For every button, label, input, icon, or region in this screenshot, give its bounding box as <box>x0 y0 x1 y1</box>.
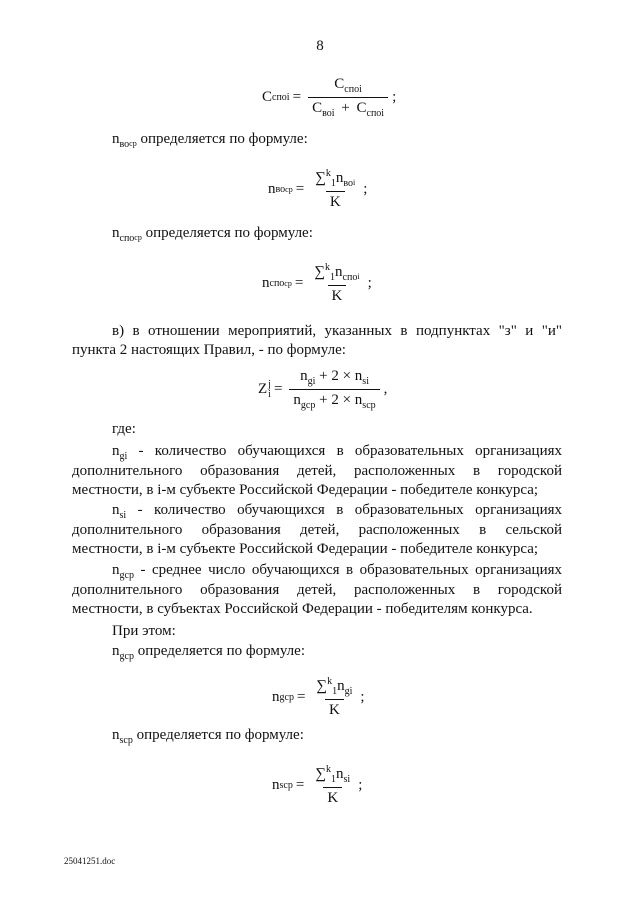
formula-z: Z j i = $\frac{n_{gi} + 2 \times n_{si}}{n_{gcp} + 2 \times n_{scp}}$ , <box>258 368 388 411</box>
n-spo-label: $n_{споср}$ определяется по формуле: <box>112 225 313 244</box>
n-vo-label: $n_{воср}$ определяется по формуле: <box>112 131 308 150</box>
formula-n-spo: n спо ср = $\frac{\sum^k_1n_{споi}}{K}$ ; <box>262 262 372 304</box>
moreover-label: При этом: <box>112 623 176 639</box>
ngcp-def-line-3: местности, в субъектах Российской Федерации - победителям конкурса. <box>72 601 533 617</box>
where-label: где: <box>112 421 136 437</box>
ngi-def-line-3: местности, в i-м субъекте Российской Федерации - победителе конкурса; <box>72 482 539 498</box>
formula-n-vo: n во ср = $\frac{\sum^k_1n_{воi}}{K}$ ; <box>268 168 368 210</box>
item-v-line-2: пункта 2 настоящих Правил, - по формуле: <box>72 342 346 358</box>
formula-c-spo: C споi = $\frac{C_{споi}}{C_{воi} + C_{споi}}$ ; <box>262 76 397 119</box>
item-v-line-1: в) в отношении мероприятий, указанных в подпунктах "з" и "и" <box>112 323 562 339</box>
nsi-def-line-2: дополнительного образования детей, расположенных в сельской <box>72 522 562 538</box>
n-gcp-label: $n_{gcp}$ определяется по формуле: <box>112 643 305 662</box>
footer-filename: 25041251.doc <box>64 856 116 866</box>
ngi-def-line-2: дополнительного образования детей, расположенных в городской <box>72 463 562 479</box>
ngcp-def-line-1: $n_{gcp}$ - среднее число обучающихся в образовательных организациях <box>112 562 563 581</box>
formula-n-gcp: n gcp = $\frac{\sum^k_1n_{gi}}{K}$ ; <box>272 676 365 718</box>
n-scp-label: $n_{scp}$ определяется по формуле: <box>112 727 304 746</box>
ngi-def-line-1: $n_{gi}$ - количество обучающихся в образовательных организациях <box>112 443 563 462</box>
nsi-def-line-3: местности, в i-м субъекте Российской Федерации - победителе конкурса; <box>72 541 539 557</box>
page-number: 8 <box>316 38 324 54</box>
nsi-def-line-1: $n_{si}$ - количество обучающихся в образовательных организациях <box>112 502 563 521</box>
formula-n-scp: n scp = $\frac{\sum^k_1n_{si}}{K}$ ; <box>272 764 363 806</box>
ngcp-def-line-2: дополнительного образования детей, расположенных в городской <box>72 582 562 598</box>
